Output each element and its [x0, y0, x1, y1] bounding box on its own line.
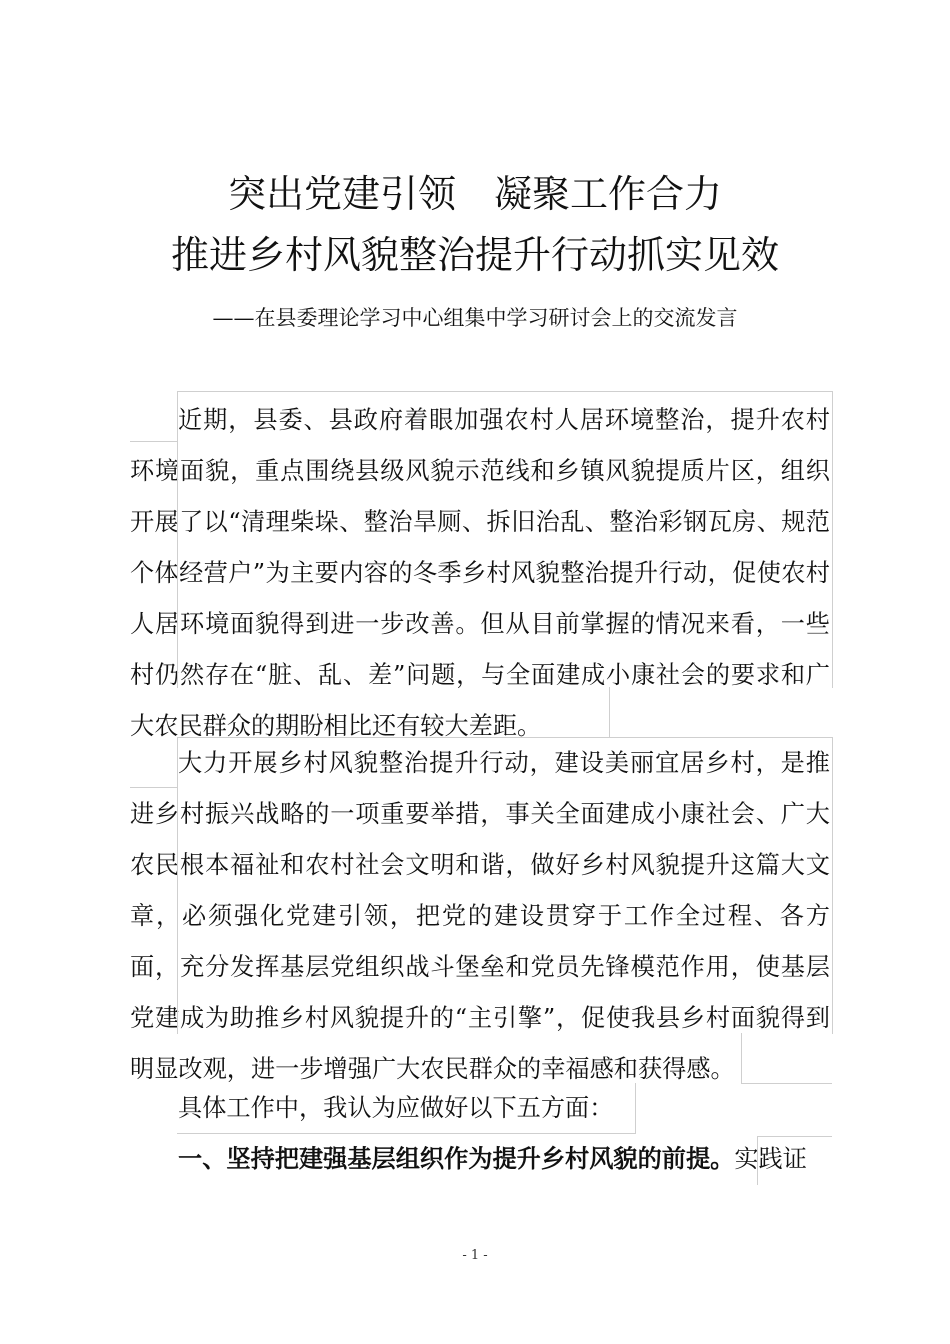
paragraph-4 [130, 1134, 830, 1185]
paragraph-4-text [130, 1134, 830, 1185]
paragraph-3 [130, 1083, 830, 1134]
paragraph-1-text: 近期，县委、县政府着眼加强农村人居环境整治，提升农村环境面貌，重点围绕县级风貌示范线和乡镇风貌提质片区，组织开展了以“清理柴垛、整治旱厕、拆旧治乱、整治彩钢瓦房、规范个体经营户”为主要内容的冬季乡村风貌整治提升行动，促使农村人居环境面貌得到进一步改善。但从目前掌握的情况来看，一些村仍然存在“脏、乱、差”问题，与全面建成小康社会的要求和广大农民群众的期盼相比还有较大差距。 [130, 406, 830, 740]
paragraph-2 [130, 738, 830, 1095]
paragraph-2-text: 大力开展乡村风貌整治提升行动，建设美丽宜居乡村，是推进乡村振兴战略的一项重要举措，事关全面建成小康社会、广大农民根本福祉和农村社会文明和谐，做好乡村风貌提升这篇大文章，必须强化党建引领，把党的建设贯穿于工作全过程、各方面，充分发挥基层党组织战斗堡垒和党员先锋模范作用，使基层党建成为助推乡村风貌提升的“主引擎”，促使我县乡村面貌得到明显改观，进一步增强广大农民群众的幸福感和获得感。 [130, 749, 830, 1083]
section-heading: 一、坚持把建强基层组织作为提升乡村风貌的前提。 [178, 1145, 735, 1173]
paragraph-3-text: 具体工作中，我认为应做好以下五方面： [178, 1094, 614, 1122]
section-continuation: 实践证 [734, 1145, 807, 1173]
page-number: - 1 - [462, 1248, 488, 1263]
title-line-1: 突出党建引领 凝聚工作合力 [227, 172, 722, 216]
subtitle: ——在县委理论学习中心组集中学习研讨会上的交流发言 [212, 306, 738, 330]
paragraph-1 [130, 395, 830, 752]
title-line-2: 推进乡村风貌整治提升行动抓实见效 [170, 233, 779, 277]
